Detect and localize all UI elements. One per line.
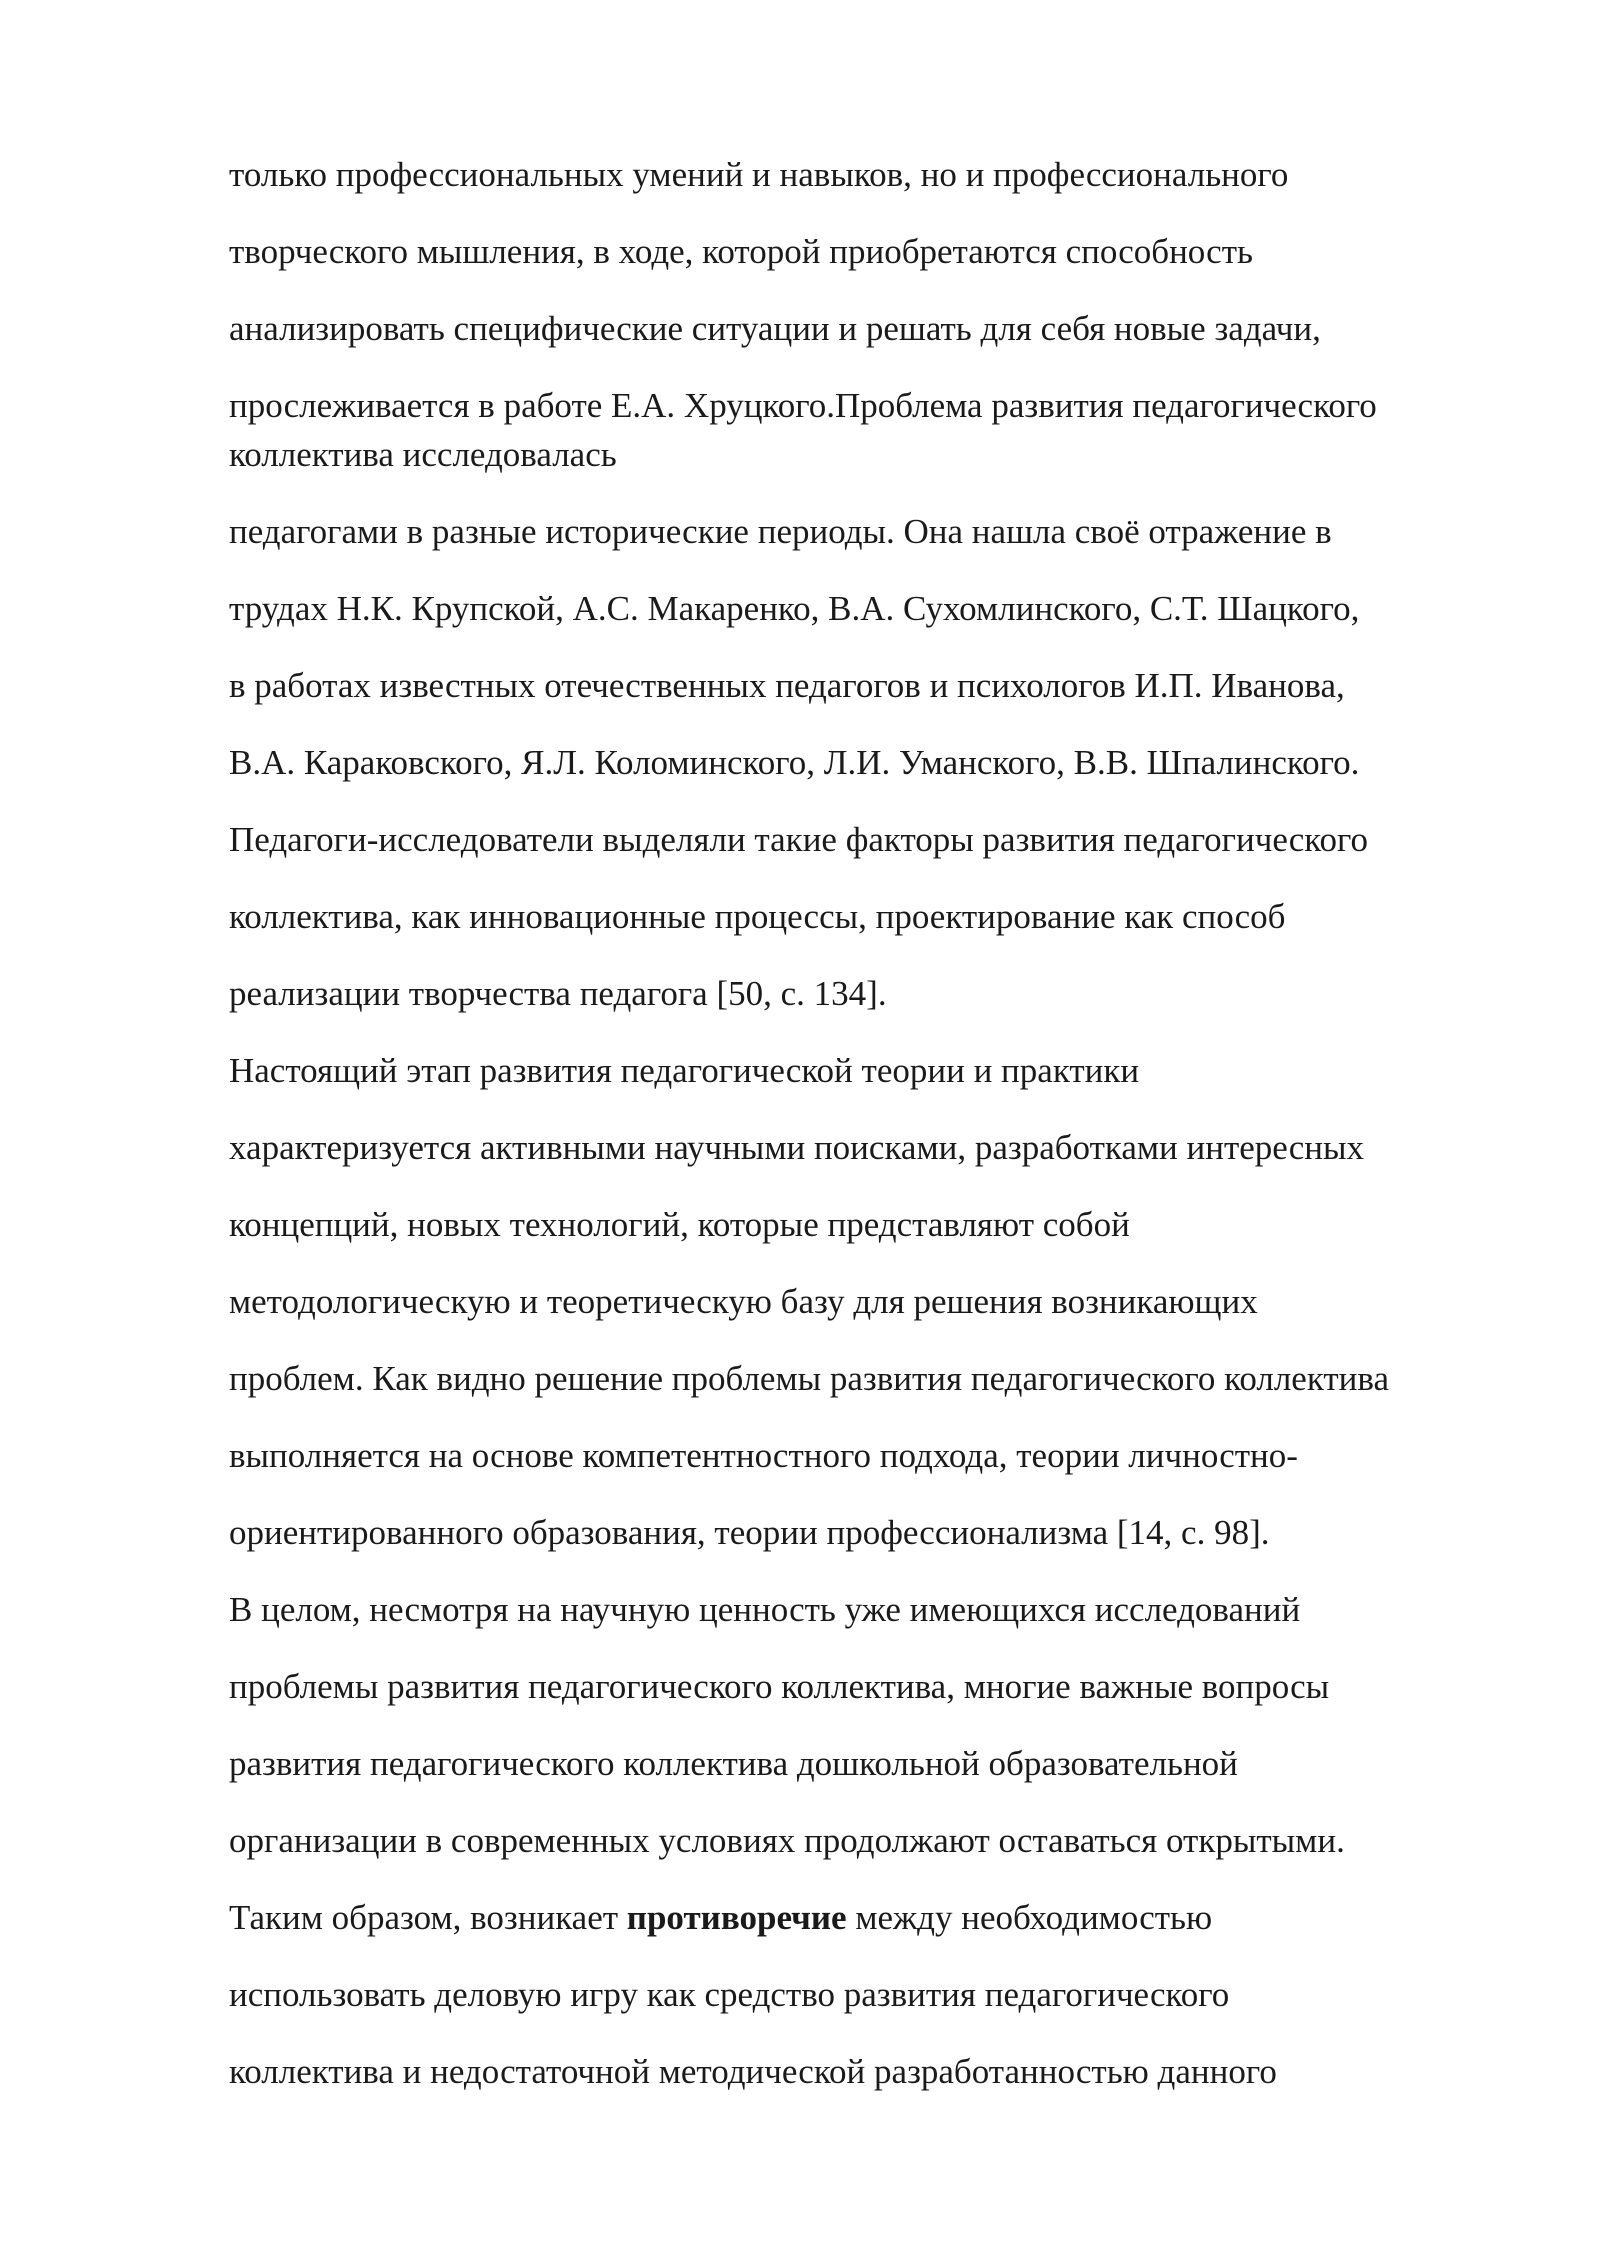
text-line: коллектива и недостаточной методической разработанностью данного — [229, 2052, 1277, 2091]
text-line: ориентированного образования, теории профессионализма [14, с. 98]. — [229, 1513, 1270, 1552]
text-line: методологическую и теоретическую базу для решения возникающих — [229, 1282, 1258, 1321]
text-line: трудах Н.К. Крупской, А.С. Макаренко, В.А. Сухомлинского, С.Т. Шацкого, — [229, 589, 1360, 628]
bold-term: противоречие — [626, 1898, 847, 1937]
text-line: организации в современных условиях продолжают оставаться открытыми. — [229, 1821, 1345, 1860]
text-line: использовать деловую игру как средство развития педагогического — [229, 1975, 1230, 2014]
text-line: проблемы развития педагогического коллектива, многие важные вопросы — [229, 1667, 1330, 1706]
text-line: характеризуется активными научными поисками, разработками интересных — [229, 1128, 1364, 1167]
text-run: между необходимостью — [846, 1898, 1213, 1937]
text-line: выполняется на основе компетентностного подхода, теории личностно- — [229, 1436, 1298, 1475]
text-line: педагогами в разные исторические периоды. Она нашла своё отражение в — [229, 512, 1332, 551]
text-line: творческого мышления, в ходе, которой приобретаются способность — [229, 232, 1253, 271]
text-line: проблем. Как видно решение проблемы развития педагогического коллектива — [229, 1359, 1389, 1398]
text-line: коллектива исследовалась — [229, 435, 617, 474]
text-line: Педагоги-исследователи выделяли такие факторы развития педагогического — [229, 820, 1369, 859]
text-line-contradiction — [229, 1900, 1212, 1935]
text-line: только профессиональных умений и навыков, но и профессионального — [229, 155, 1289, 194]
text-line: В.А. Караковского, Я.Л. Коломинского, Л.И. Уманского, В.В. Шпалинского. — [229, 743, 1360, 782]
text-line: в работах известных отечественных педагогов и психологов И.П. Иванова, — [229, 666, 1345, 705]
text-line: развития педагогического коллектива дошкольной образовательной — [229, 1744, 1238, 1783]
text-line: Настоящий этап развития педагогической теории и практики — [229, 1051, 1140, 1090]
text-line: реализации творчества педагога [50, с. 134]. — [229, 974, 887, 1013]
text-line: В целом, несмотря на научную ценность уже имеющихся исследований — [229, 1590, 1301, 1629]
text-line: прослеживается в работе Е.А. Хруцкого.Проблема развития педагогического — [229, 386, 1377, 425]
text-line: коллектива, как инновационные процессы, проектирование как способ — [229, 897, 1286, 936]
text-run: Таким образом, возникает — [229, 1898, 627, 1937]
text-line: анализировать специфические ситуации и решать для себя новые задачи, — [229, 309, 1321, 348]
text-line: концепций, новых технологий, которые представляют собой — [229, 1205, 1130, 1244]
